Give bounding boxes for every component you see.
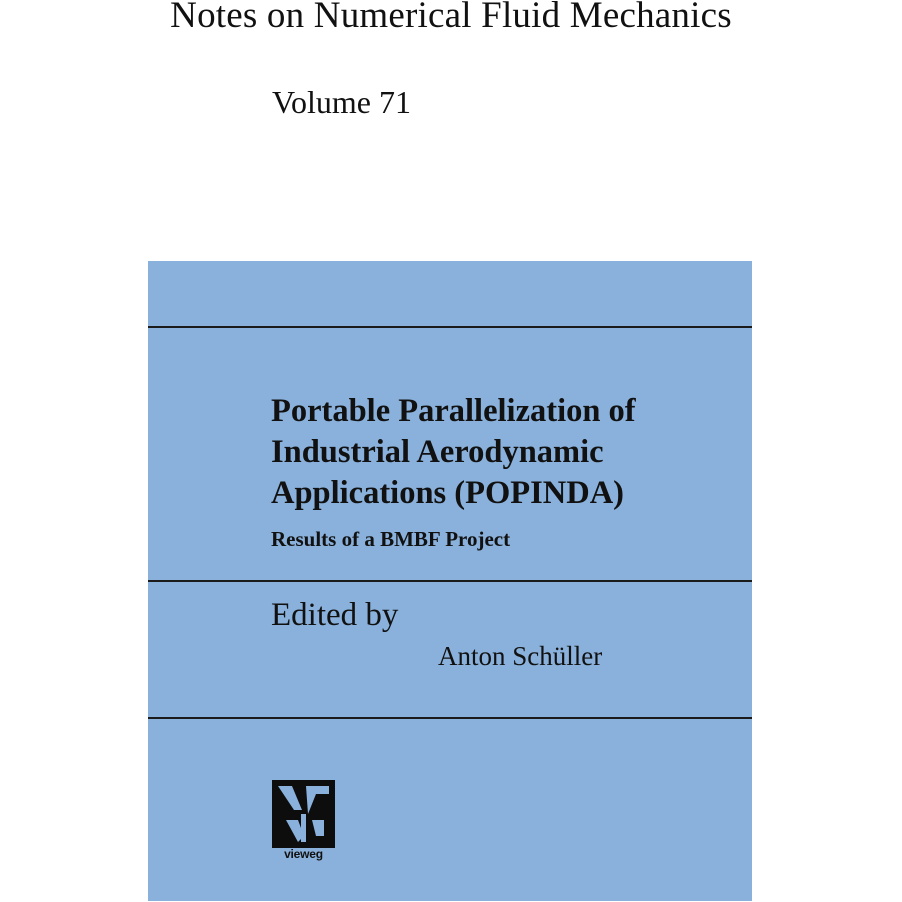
book-subtitle: Results of a BMBF Project: [271, 527, 511, 551]
series-title: Notes on Numerical Fluid Mechanics: [170, 0, 732, 36]
book-title-line: Industrial Aerodynamic: [271, 434, 604, 470]
book-title-line: Applications (POPINDA): [271, 475, 624, 511]
divider-bottom: [148, 717, 752, 719]
volume-number: Volume 71: [272, 84, 411, 120]
vieweg-logo: [272, 780, 335, 866]
cover-panel: [148, 261, 752, 901]
divider-middle: [148, 580, 752, 582]
divider-top: [148, 326, 752, 328]
vieweg-logo-icon: [272, 780, 335, 848]
editor-name: Anton Schüller: [438, 641, 603, 671]
edited-by-label: Edited by: [271, 597, 399, 633]
book-title: [271, 391, 731, 514]
vieweg-logo-text: vieweg: [284, 847, 323, 861]
book-title-line: Portable Parallelization of: [271, 393, 636, 429]
